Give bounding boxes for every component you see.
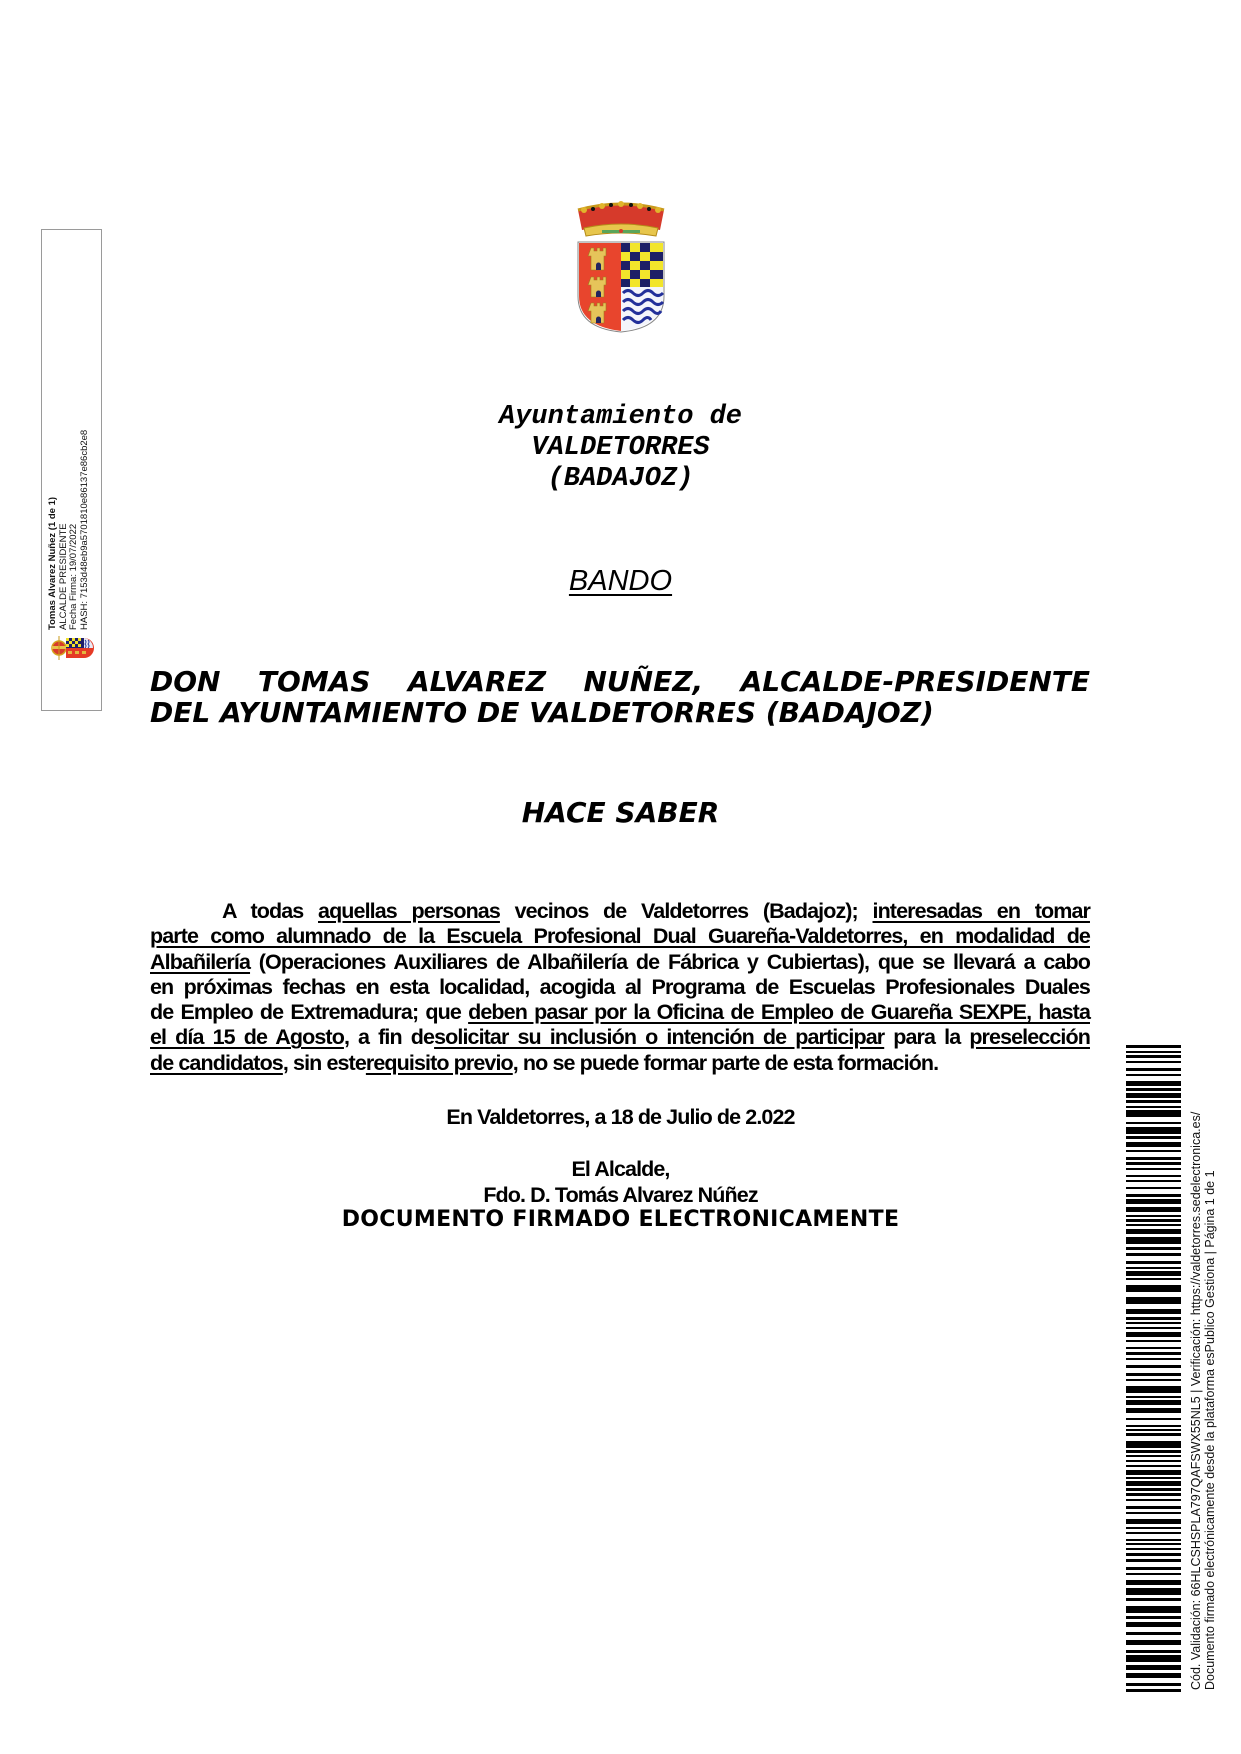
- header-line-1: Ayuntamiento de: [498, 402, 743, 432]
- body-line: [150, 899, 1090, 924]
- stamp-role: ALCALDE PRESIDENTE: [57, 523, 69, 630]
- heading-word: DON: [150, 665, 221, 698]
- stamp-hash: HASH: 7153d48eb9a5701810e86137e86cb2e8: [78, 429, 90, 630]
- validation-code: Cód. Validación: 66HLCSHSPLA797QAFSWX55NL5 | Verificación: https://valdetorres.sedelectronica.es/: [1189, 1111, 1203, 1690]
- heading-word: NUÑEZ,: [583, 665, 704, 698]
- place-date: En Valdetorres, a 18 de Julio de 2.022: [446, 1105, 795, 1129]
- municipal-coat-of-arms-icon: [50, 632, 94, 664]
- underlined-text: preselección: [969, 1025, 1090, 1050]
- underlined-text: aquellas personas: [318, 899, 500, 923]
- underlined-text: de candidatos: [150, 1050, 283, 1075]
- underlined-text: deben pasar por la Oficina de Empleo de Guareña SEXPE, hasta: [468, 1000, 1090, 1025]
- electronic-signature-note: DOCUMENTO FIRMADO ELECTRONICAMENTE: [341, 1207, 900, 1232]
- signature-block: [0, 1157, 1241, 1208]
- stamp-date: Fecha Firma: 19/07/2022: [68, 523, 79, 630]
- municipality-header: [0, 402, 1241, 495]
- body-text: (Operaciones Auxiliares de Albañilería de Fábrica y Cubiertas), que se llevará a cabo: [258, 949, 1091, 974]
- body-line: [150, 1025, 1090, 1050]
- underlined-text: parte como alumnado de la Escuela Profesional Dual Guareña-Valdetorres, en modalidad de: [150, 924, 1090, 949]
- body-text: en próximas fechas en esta localidad, acogida al Programa de Escuelas Profesionales Duales: [150, 974, 1090, 999]
- body-line: [150, 950, 1090, 975]
- barcode-icon: [1126, 1045, 1181, 1692]
- heading-word: ALVAREZ: [407, 665, 547, 698]
- issuer-heading-line-2: DEL AYUNTAMIENTO DE VALDETORRES (BADAJOZ): [150, 696, 934, 729]
- body-text: , no se puede formar parte de esta formación.: [512, 1050, 939, 1075]
- body-text: vecinos de Valdetorres: [514, 899, 749, 923]
- body-text: , a fin de: [343, 1025, 435, 1050]
- signer-title: El Alcalde,: [571, 1157, 670, 1181]
- header-line-3: (BADAJOZ): [547, 464, 694, 494]
- body-line: [150, 975, 1090, 1000]
- underlined-text: Albañilería: [150, 949, 251, 974]
- heading-word: ALCALDE-PRESIDENTE: [740, 665, 1090, 698]
- document-type: BANDO: [568, 565, 673, 597]
- issuer-heading: [150, 666, 1090, 728]
- coat-of-arms-icon: [574, 200, 668, 334]
- heading-word: TOMAS: [257, 665, 371, 698]
- body-text: (Badajoz);: [762, 899, 858, 923]
- body-text: A todas: [222, 899, 304, 923]
- platform-note: Documento firmado electrónicamente desde la plataforma esPublico Gestiona | Página 1 de 1: [1202, 1170, 1217, 1690]
- header-line-2: VALDETORRES: [531, 433, 710, 463]
- body-line: [150, 1051, 1090, 1076]
- body-line: [150, 1000, 1090, 1025]
- underlined-text: solicitar su inclusión o intención de participar: [434, 1025, 885, 1050]
- announcement-title: HACE SABER: [521, 796, 720, 829]
- body-text: , sin este: [282, 1050, 366, 1075]
- body-text: para la: [893, 1025, 961, 1050]
- body-paragraph: [150, 899, 1090, 1076]
- signer-name: Fdo. D. Tomás Alvarez Núñez: [483, 1182, 758, 1207]
- issuer-heading-line-1: [150, 666, 1090, 697]
- underlined-text: el día 15 de Agosto: [150, 1025, 344, 1050]
- underlined-text: requisito previo: [365, 1050, 513, 1075]
- underlined-text: interesadas en tomar: [872, 899, 1090, 923]
- body-line: [150, 924, 1090, 949]
- stamp-signer: Tomas Alvarez Nuñez (1 de 1): [47, 496, 58, 630]
- body-text: de Empleo de Extremadura; que: [150, 1000, 461, 1025]
